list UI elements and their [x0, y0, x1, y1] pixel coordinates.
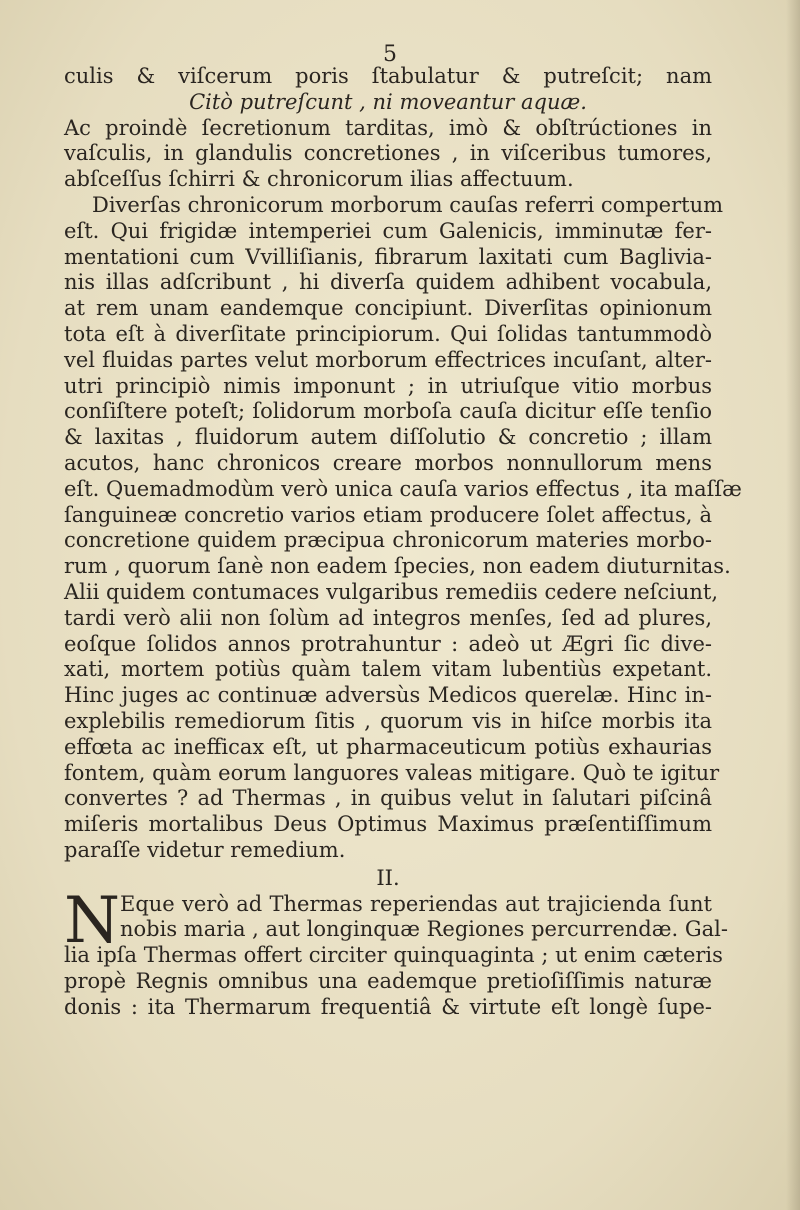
text-line: paraſſe videtur remedium.: [64, 837, 346, 862]
text-line: rum , quorum ſanè non eadem ſpecies, non eadem diuturnitas.: [64, 554, 731, 579]
text-line: lia ipſa Thermas offert circiter quinquaginta ; ut enim cæteris: [64, 943, 723, 968]
text-line: eſt. Quemadmodùm verò unica cauſa varios effectus , ita maſſæ: [64, 476, 742, 501]
text-line: vel fluidas partes velut morborum effectrices incuſant, alter-: [64, 347, 712, 372]
text-line: xati, mortem potiùs quàm talem vitam lubentiùs expetant.: [64, 657, 712, 682]
text-line: conſiſtere poteſt; ſolidorum morboſa cauſa dicitur eſſe tenſio: [64, 399, 712, 424]
page-number: 5: [383, 42, 397, 67]
text-line: concretione quidem præcipua chronicorum materies morbo-: [64, 528, 712, 553]
text-line: Alii quidem contumaces vulgaribus remediis cedere neſciunt,: [64, 579, 719, 604]
text-line: Ac proindè ſecretionum tarditas, imò & obſtrúctiones in: [64, 115, 712, 140]
paragraph-two: [64, 883, 728, 1021]
quote-line: Citò putreſcunt , ni moveantur aquæ.: [189, 89, 587, 114]
text-line: convertes ? ad Thermas , in quibus velut in ſalutari piſcinâ: [64, 786, 712, 811]
text-line: donis : ita Thermarum frequentiâ & virtute eſt longè ſupe-: [64, 994, 712, 1019]
text-line: abſceſſus ſchirri & chronicorum ilias affectuum.: [64, 167, 574, 192]
text-line: mentationi cum Vvilliſianis, fibrarum laxitati cum Baglivia-: [64, 244, 712, 269]
text-line: tardi verò alii non ſolùm ad integros menſes, ſed ad plures,: [64, 605, 712, 630]
text-line: fontem, quàm eorum languores valeas mitigare. Quò te igitur: [64, 760, 720, 785]
text-line: eſt. Qui frigidæ intemperiei cum Galenicis, imminutæ fer-: [64, 218, 712, 243]
text-line: miſeris mortalibus Deus Optimus Maximus præſentiſſimum: [64, 812, 712, 837]
text-block: [64, 64, 742, 1020]
text-line: propè Regnis omnibus una eademque pretioſiſſimis naturæ: [64, 968, 712, 993]
text-line: effœta ac inefficax eſt, ut pharmaceuticum potiùs exhaurias: [64, 734, 712, 759]
text-line: eoſque ſolidos annos protrahuntur : adeò ut Ægri ſic dive-: [64, 631, 712, 656]
text-line: tota eſt à diverſitate principiorum. Qui ſolidas tantummodò: [64, 321, 712, 346]
text-line: acutos, hanc chronicos creare morbos nonnullorum mens: [64, 450, 712, 475]
text-line: Hinc juges ac continuæ adversùs Medicos querelæ. Hinc in-: [64, 683, 712, 708]
text-line: at rem unam eandemque concipiunt. Diverſitas opinionum: [64, 296, 712, 321]
text-line: utri principiò nimis imponunt ; in utriuſque vitio morbus: [64, 373, 712, 398]
text-line: nis illas adſcribunt , hi diverſa quidem adhibent vocabula,: [64, 270, 712, 295]
text-line: vaſculis, in glandulis concretiones , in viſceribus tumores,: [64, 141, 712, 166]
page-edge-shadow: [786, 0, 800, 1210]
section-number: II.: [376, 865, 400, 890]
text-line: ſanguineæ concretio varios etiam producere ſolet affectus, à: [64, 502, 712, 527]
text-line: Diverſas chronicorum morborum cauſas referri compertum: [92, 192, 724, 217]
text-line: culis & viſcerum poris ſtabulatur & putreſcit; nam: [64, 64, 712, 88]
text-line: & laxitas , fluidorum autem diſſolutio & concretio ; illam: [64, 425, 712, 450]
text-line: Eque verò ad Thermas reperiendas aut trajicienda ſunt: [120, 891, 712, 916]
text-line: explebilis remediorum ſitis , quorum vis in hiſce morbis ita: [64, 708, 712, 733]
text-line: nobis maria , aut longinquæ Regiones percurrendæ. Gal-: [120, 917, 728, 942]
drop-cap: N: [64, 883, 120, 958]
